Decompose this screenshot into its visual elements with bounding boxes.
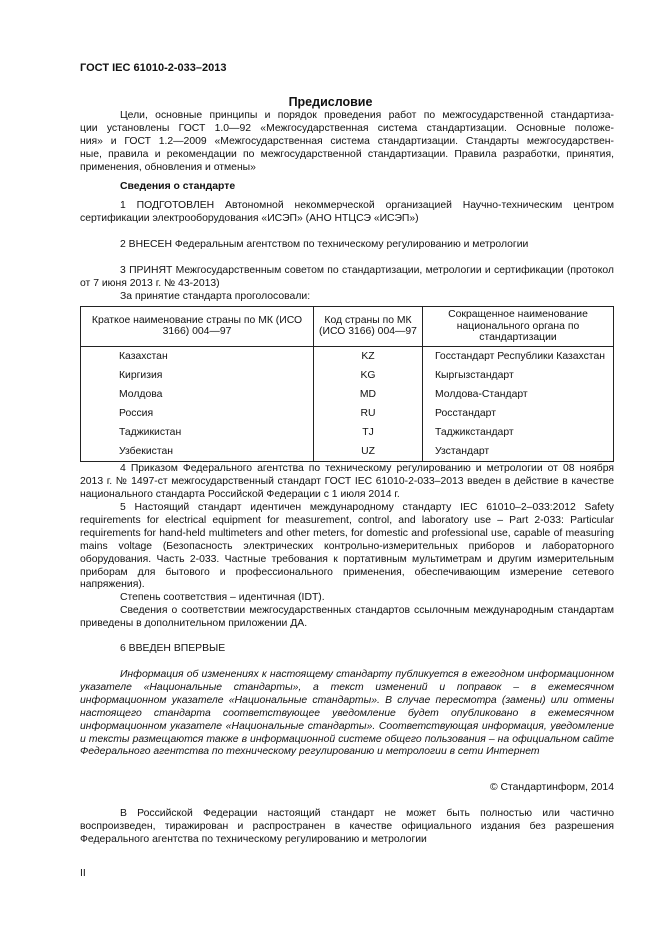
table-row bbox=[81, 404, 614, 423]
body-cell: Росстандарт bbox=[423, 404, 614, 423]
page-number: II bbox=[80, 868, 86, 879]
copyright: © Стандартинформ, 2014 bbox=[489, 782, 614, 793]
rights-notice: В Российской Федерации настоящий стандарт не может быть полностью или частично воспроизведен, тиражирован и распространен в качестве официального издания без разрешения Федерального агентства по техническому регулированию и метрологии bbox=[80, 808, 614, 845]
country-cell: Молдова bbox=[81, 385, 314, 404]
country-cell: Узбекистан bbox=[81, 442, 314, 462]
column-header-code: Код страны по МК (ИСО 3166) 004—97 bbox=[314, 307, 423, 347]
item-3-adopted: 3 ПРИНЯТ Межгосударственным советом по стандартизации, метрологии и сертификации (протокол от 7 июня 2013 г. № 43-2013) bbox=[80, 265, 614, 289]
country-cell: Киргизия bbox=[81, 366, 314, 385]
change-notice: Информация об изменениях к настоящему стандарту публикуется в ежегодном информационном указателе «Национальные стандарты», а текст изменений и поправок – в ежемесячном информационном указателе «Национальные стандарты». В случае пересмотра (замены) или отмены настоящего стандарта соответствующее уведомление будет опубликовано в ежемесячном информационном указателе «Национальные стандарты». Соответствующая информация, уведомление и тексты размещаются также в информационной системе общего пользования – на официальном сайте Федерального агентства по техническому регулированию и метрологии в сети Интернет bbox=[80, 669, 614, 758]
code-cell: UZ bbox=[314, 442, 423, 462]
body-cell: Кыргызстандарт bbox=[423, 366, 614, 385]
conformity-degree: Степень соответствия – идентичная (IDT). bbox=[120, 592, 325, 603]
table-row bbox=[81, 366, 614, 385]
item-4-order: 4 Приказом Федерального агентства по техническому регулированию и метрологии от 08 ноября 2013 г. № 1497-ст межгосударственный стандарт ГОСТ IEC 61010-2-033–2013 введен в действие в качестве национального стандарта Российской Федерации с 1 июля 2014 г. bbox=[80, 463, 614, 500]
standard-info-heading: Сведения о стандарте bbox=[120, 181, 236, 192]
table-row bbox=[81, 442, 614, 462]
intro-line: Цели, основные принципы и порядок проведения работ по межгосударственной стандартиза- bbox=[120, 110, 614, 121]
body-cell: Узстандарт bbox=[423, 442, 614, 462]
document-code-header: ГОСТ IEC 61010-2-033–2013 bbox=[80, 62, 227, 74]
table-row bbox=[81, 385, 614, 404]
item-1-prepared: 1 ПОДГОТОВЛЕН Автономной некоммерческой организацией Научно-техническим центром сертификации электрооборудования «ИСЭП» (АНО НТЦСЭ «ИСЭП») bbox=[80, 200, 614, 224]
intro-line: ния» и ГОСТ 1.2—2009 «Межгосударственная система стандартизации. Стандарты межгосударствен- bbox=[80, 135, 614, 147]
table-row bbox=[81, 346, 614, 366]
intro-line: ции установлены ГОСТ 1.0—92 «Межгосударственная система стандартизации. Основные положе- bbox=[80, 122, 614, 134]
intro-paragraph bbox=[80, 110, 614, 175]
table-header-row bbox=[81, 307, 614, 347]
intro-line: применения, обновления и отмены» bbox=[80, 161, 256, 173]
intro-line: ные, правила и рекомендации по межгосударственной стандартизации. Правила разработки, принятия, bbox=[80, 148, 614, 160]
country-cell: Россия bbox=[81, 404, 314, 423]
table-row bbox=[81, 423, 614, 442]
code-cell: RU bbox=[314, 404, 423, 423]
code-cell: KZ bbox=[314, 346, 423, 366]
body-cell: Госстандарт Республики Казахстан bbox=[423, 346, 614, 366]
code-cell: KG bbox=[314, 366, 423, 385]
voted-intro: За принятие стандарта проголосовали: bbox=[120, 291, 311, 302]
column-header-country: Краткое наименование страны по МК (ИСО 3166) 004—97 bbox=[81, 307, 314, 347]
country-cell: Казахстан bbox=[81, 346, 314, 366]
voting-countries-table bbox=[80, 306, 614, 462]
code-cell: TJ bbox=[314, 423, 423, 442]
item-2-introduced: 2 ВНЕСЕН Федеральным агентством по техническому регулированию и метрологии bbox=[120, 239, 529, 250]
conformity-info: Сведения о соответствии межгосударственных стандартов ссылочным международным стандартам приведены в дополнительном приложении ДА. bbox=[80, 605, 614, 629]
code-cell: MD bbox=[314, 385, 423, 404]
body-cell: Таджикстандарт bbox=[423, 423, 614, 442]
item-6-first-introduced: 6 ВВЕДЕН ВПЕРВЫЕ bbox=[120, 643, 226, 654]
body-cell: Молдова-Стандарт bbox=[423, 385, 614, 404]
column-header-body: Сокращенное наименование национального органа по стандартизации bbox=[423, 307, 614, 347]
page-title: Предисловие bbox=[288, 95, 373, 109]
item-5-identical: 5 Настоящий стандарт идентичен международному стандарту IEC 61010–2–033:2012 Safety requirements for electrical equipment for measurement, control, and laboratory use – Part 2-033: Particular requirements for hand-held multimeters and other meters, for domestic and professional use, capable of measuring mains voltage (Безопасность электрических контрольно-измерительных приборов и лабораторного оборудования. Часть 2-033. Частные требования к портативным мультиметрам и другим измерительным приборам для бытового и профессионального применения, обеспечивающим измерение сетевого напряжения). bbox=[80, 502, 614, 591]
country-cell: Таджикистан bbox=[81, 423, 314, 442]
